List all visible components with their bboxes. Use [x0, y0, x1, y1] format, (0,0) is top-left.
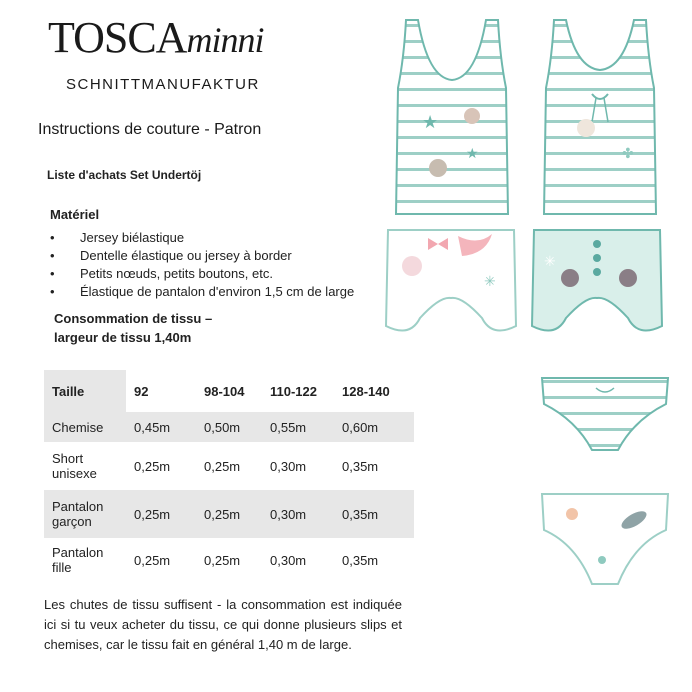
short-mint-illustration — [528, 226, 666, 344]
table-header-cell: Taille — [44, 370, 126, 412]
fabric-consumption-heading — [54, 309, 212, 347]
shopping-list-heading: Liste d'achats Set Undertöj — [47, 168, 202, 182]
table-header-cell: 128-140 — [334, 370, 414, 412]
svg-text:✳: ✳ — [484, 273, 496, 289]
fabric-note: Les chutes de tissu suffisent - la consommation est indiquée ici si tu veux acheter du tissu, ce qui donne plusieurs slips et chemises, car le tissu fait en général 1,40 m de large. — [44, 597, 402, 652]
briefs-girl-illustration — [538, 490, 672, 590]
table-cell: 0,35m — [342, 552, 379, 568]
table-cell: 0,25m — [126, 490, 196, 538]
page-title: Instructions de couture - Patron — [38, 121, 262, 138]
briefs-boy-illustration — [538, 374, 672, 456]
table-cell: 0,25m — [196, 490, 262, 538]
row-label: Chemise — [44, 412, 126, 442]
list-item: • Petits nœuds, petits boutons, etc. — [48, 265, 354, 283]
table-cell: 0,45m — [126, 412, 196, 442]
consumption-line-2: largeur de tissu 1,40m — [54, 330, 192, 345]
table-cell: 0,60m — [334, 412, 414, 442]
logo-wordmark — [48, 12, 263, 63]
table-header-cell: 92 — [126, 370, 196, 412]
table-row — [44, 442, 414, 490]
tank-top-front-illustration — [388, 18, 516, 218]
table-cell: 0,30m — [270, 458, 307, 474]
row-label: Pantalon fille — [52, 545, 104, 575]
short-pink-illustration — [382, 226, 520, 344]
fabric-table — [44, 370, 414, 582]
row-label: Short unisexe — [52, 451, 97, 481]
table-row — [44, 538, 414, 582]
consumption-line-1: Consommation de tissu – — [54, 311, 213, 326]
list-item: • Élastique de pantalon d'environ 1,5 cm de large — [48, 283, 354, 301]
table-header-cell: 110-122 — [262, 370, 334, 412]
table-header-cell: 98-104 — [196, 370, 262, 412]
table-cell: 0,30m — [270, 552, 307, 568]
svg-text:★: ★ — [422, 112, 439, 132]
table-cell: 0,25m — [134, 552, 171, 568]
table-cell: 0,25m — [204, 552, 241, 568]
logo-brand-script: minni — [186, 20, 264, 60]
list-item: • Jersey biélastique — [48, 229, 354, 247]
table-cell: 0,25m — [134, 458, 171, 474]
svg-text:★: ★ — [466, 145, 479, 161]
table-cell: 0,25m — [204, 458, 241, 474]
table-cell: 0,35m — [342, 458, 379, 474]
row-label: Pantalon garçon — [44, 490, 126, 538]
tank-top-back-illustration — [536, 18, 664, 218]
logo-subtitle: SCHNITTMANUFAKTUR — [66, 76, 260, 93]
list-item: • Dentelle élastique ou jersey à border — [48, 247, 354, 265]
table-cell: 0,55m — [262, 412, 334, 442]
table-row — [44, 412, 414, 442]
table-cell: 0,35m — [334, 490, 414, 538]
materials-list — [48, 229, 354, 301]
svg-text:✳: ✳ — [544, 253, 556, 269]
table-cell: 0,50m — [196, 412, 262, 442]
table-cell: 0,30m — [262, 490, 334, 538]
table-header-row — [44, 370, 414, 412]
svg-text:✤: ✤ — [622, 145, 634, 161]
table-row — [44, 490, 414, 538]
logo-brand: TOSCA — [48, 13, 187, 62]
materials-heading: Matériel — [50, 207, 100, 222]
